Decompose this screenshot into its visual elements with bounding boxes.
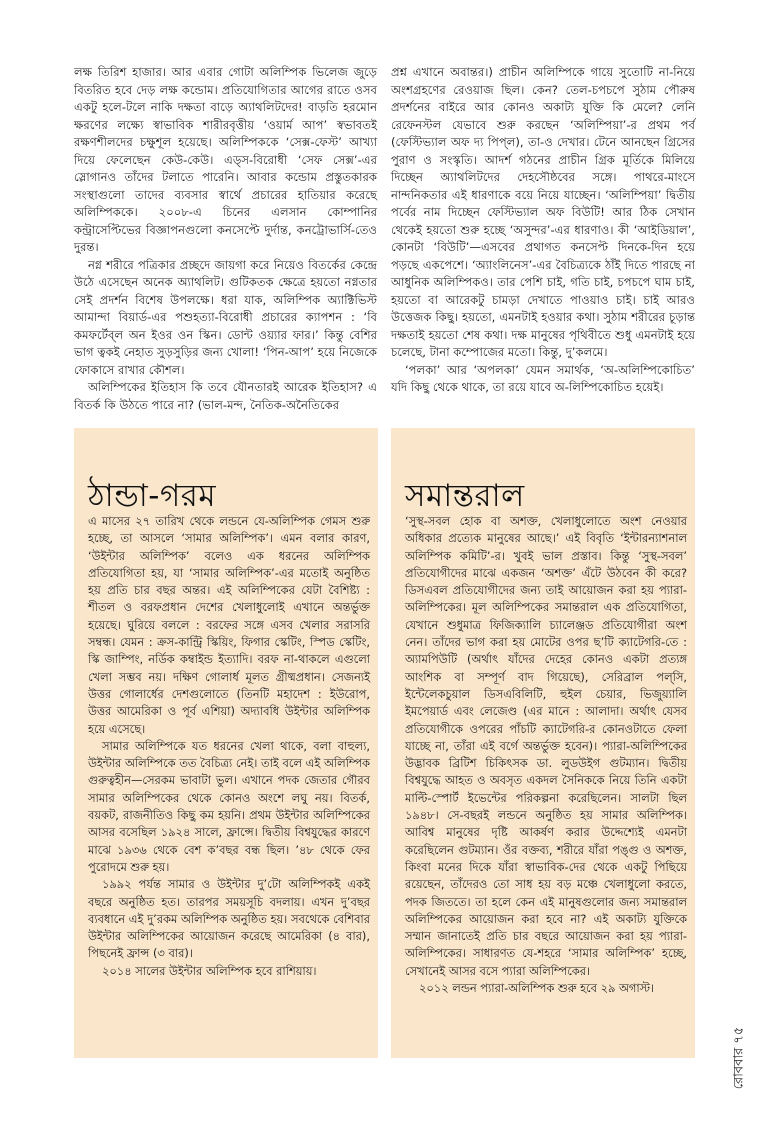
box-title: ঠান্ডা-গরম [88, 478, 217, 514]
paragraph: সামার অলিম্পিকে যত ধরনের খেলা থাকে, বলা বাহুল্য, উইন্টার অলিম্পিকে তত বৈচিত্র্য নেই। তাই বলে এই অলিম্পিক গুরুত্বহীন—সেরকম ভাবাটা ভুল। এখানে পদক জেতার গৌরব সামার অলিম্পিকের থেকে কোনও অংশে লঘু নয়। বিতর্ক, বয়কট, রাজনীতিও কিছু কম হয়নি। প্রথম উইন্টার অলিম্পিকের আসর বসেছিল ১৯২৪ সালে, ফ্রান্সে। দ্বিতীয় বিশ্বযুদ্ধের কারণে মাঝে ১৯৩৬ থেকে বেশ ক’বছর বন্ধ ছিল। ’৪৮ থেকে ফের পুরোদমে শুরু হয়। [88, 738, 370, 874]
paragraph: ‘পলকা’ আর ‘অপলকা’ যেমন সমার্থক, ‘অ-অলিম্পিকোচিত’ যদি কিছু থেকে থাকে, তা রয়ে যাবে অ-লিম্পিকোচিত হয়েই। [391, 362, 695, 394]
paragraph: লক্ষ তিরিশ হাজার। আর এবার গোটা অলিম্পিক ভিলেজ জুড়ে বিতরিত হবে দেড় লক্ষ কন্ডোম। প্রতিযোগিতার আগের রাতে ওসব একটু হলে-টলে নাকি দক্ষতা বাড়ে অ্যাথলিটদের! বাড়তি হরমোন ক্ষরণের লক্ষ্যে স্বাভাবিক শারীরবৃত্তীয় ‘ওয়ার্ম আপ’ স্বভাবতই রক্ষণশীলদের চক্ষুশূল হয়েছে। অলিম্পিককে ‘সেক্স-ফেস্ট’ আখ্যা দিয়ে ফেলেছেন কেউ-কেউ। এড্‌স-বিরোধী ‘সেফ সেক্স’-এর স্লোগানও তাঁদের টলাতে পারেনি। আবার কন্ডোম প্রস্তুতকারক সংস্থাগুলো তাদের ব্যবসার স্বার্থে প্রচারের হাতিয়ার করেছে অলিম্পিককে। ২০০৮-এ চিনের এলসান কোম্পানির কন্ট্রাসেপ্টিভের বিজ্ঞাপনগুলো কনসেপ্টে দুর্দান্ত, কনট্রোভার্সি-তেও দুরন্ত। [74, 65, 377, 254]
box-body [88, 513, 370, 980]
paragraph: এ মাসের ২৭ তারিখ থেকে লন্ডনে যে-অলিম্পিক গেমস শুরু হচ্ছে, তা আসলে ‘সামার অলিম্পিক’। এমন বলার কারণ, ‘উইন্টার অলিম্পিক’ বলেও এক ধরনের অলিম্পিক প্রতিযোগিতা হয়, যা ‘সামার অলিম্পিক’-এর মতোই অনুষ্ঠিত হয় প্রতি চার বছর অন্তর। এই অলিম্পিকের যেটা বৈশিষ্ট্য : শীতল ও বরফপ্রধান দেশের খেলাধুলোই এখানে অন্তর্ভুক্ত হয়েছে। ঘুরিয়ে বললে : বরফের সঙ্গে এসব খেলার সরাসরি সম্বন্ধ। যেমন : ক্রস-কান্ট্রি স্কিয়িং, ফিগার স্কেটিং, স্পিড স্কেটিং, স্কি জাম্পিং, নর্ডিক কম্বাইন্ড ইত্যাদি। বরফ না-থাকলে এগুলো খেলা সম্ভব নয়। দক্ষিণ গোলার্ধ মূলত গ্রীষ্মপ্রধান। সেজন্যই উত্তর গোলার্ধের দেশগুলোতে (তিনটি মহাদেশ : ইউরোপ, উত্তর আমেরিকা ও পূর্ব এশিয়া) অদ্যাবধি উইন্টার অলিম্পিক হয়ে এসেছে। [88, 514, 370, 736]
sidebar-box-thanda-garam [74, 428, 378, 1058]
paragraph: ২০১২ লন্ডন প্যারা-অলিম্পিক শুরু হবে ২৯ অগাস্ট। [419, 981, 655, 996]
paragraph: ‘সুস্থ-সবল হোক বা অশক্ত, খেলাধুলোতে অংশ নেওয়ার অধিকার প্রত্যেক মানুষের আছে।’ এই বিবৃতি ‘ইন্টারন্যাশনাল অলিম্পিক কমিটি’-র। খুবই ভাল প্রস্তাব। কিন্তু ‘সুস্থ-সবল’ প্রতিযোগীদের মাঝে একজন ‘অশক্ত’ এঁটে উঠবেন কী করে? ডিসএবল প্রতিযোগীদের জন্য তাই আয়োজন করা হয় প্যারা-অলিম্পিকের। মূল অলিম্পিকের সমান্তরাল এক প্রতিযোগিতা, যেখানে শুধুমাত্র ফিজিক্যালি চ্যালেঞ্জড প্রতিযোগীরা অংশ নেন। তাঁদের ভাগ করা হয় মোটের ওপর ছ’টি ক্যাটেগরি-তে : অ্যামপিউটি (অর্থাৎ যাঁদের দেহের কোনও একটা প্রত্যঙ্গ আংশিক বা সম্পূর্ণ বাদ গিয়েছে), সেরিব্রাল পল্‌সি, ইন্টেলেকচুয়াল ডিসএবিলিটি, হুইল চেয়ার, ভিজুয়্যালি ইমপেয়ার্ড এবং লেজেণ্ড (এর মানে : আলাদা। অর্থাৎ যেসব প্রতিযোগীকে ওপরের পাঁচটি ক্যাটেগরি-র কোনওটাতে ফেলা যাচ্ছে না, তাঁরা এই বর্গে অন্তর্ভুক্ত হবেন)। প্যারা-অলিম্পিকের উদ্ভাবক ব্রিটিশ চিকিৎসক ডা. লুডউইগ গুটম্যান। দ্বিতীয় বিশ্বযুদ্ধে আহত ও অবসৃত একদল সৈনিককে নিয়ে তিনি একটা মাল্টি-স্পোর্ট ইভেন্টের পরিকল্পনা করেছিলেন। সালটা ছিল ১৯৪৮। সে-বছরই লন্ডনে অনুষ্ঠিত হয় সামার অলিম্পিক। আবিশ্ব মানুষের দৃষ্টি আকর্ষণ করার উদ্দেশ্যেই এমনটা করেছিলেন গুটম্যান। ওঁর বক্তব্য, শরীরে যাঁরা পঙ্গু ও অশক্ত, কিংবা মনের দিকে যাঁরা স্বাভাবিক-দের থেকে একটু পিছিয়ে রয়েছেন, তাঁদেরও তো সাধ হয় বড় মঞ্চে খেলাধুলো করতে, পদক জিততে। তা হলে কেন এই মানুষগুলোর জন্য সমান্তরাল অলিম্পিকের আয়োজন করা হবে না? এই অকাট্য যুক্তিকে সম্মান জানাতেই প্রতি চার বছরে আয়োজন করা হয় প্যারা-অলিম্পিকের। সাধারণত যে-শহরে ‘সামার অলিম্পিক’ হচ্ছে, সেখানেই আসর বসে প্যারা অলিম্পিকের। [405, 514, 687, 978]
sidebar-box-samantaral [391, 428, 695, 1058]
article-column-left [74, 64, 377, 414]
folio-text: রোববার ৭৫ [731, 1026, 747, 1089]
page-folio [729, 1010, 751, 1105]
box-body [405, 513, 687, 997]
paragraph: অলিম্পিকের ইতিহাস কি তবে যৌনতারই আরেক ইতিহাস? এ বিতর্ক কি উঠতে পারে না? (ভাল-মন্দ, নৈতিক-অনৈতিকের [74, 380, 377, 412]
paragraph: প্রশ্ন এখানে অবান্তর।) প্রাচীন অলিম্পিকে গায়ে সুতোটি না-নিয়ে অংশগ্রহণের রেওয়াজ ছিল। কেন? তেল-চপচপে সুঠাম পৌরুষ প্রদর্শনের বাইরে আর কোনও অকাট্য যুক্তি কি মেলে? লেনি রেফেনস্টল যেভাবে শুরু করছেন ‘অলিম্পিয়া’-র প্রথম পর্ব (ফেস্টিভ্যাল অফ দ্য পিপ্‌ল), তা-ও দেখার। টেনে আনছেন গ্রিসের পুরাণ ও সংস্কৃতি। আদর্শ গঠনের প্রাচীন গ্রিক মূর্তিকে মিলিয়ে দিচ্ছেন অ্যাথলিটদের দেহসৌষ্ঠবের সঙ্গে। পাথরে-মাংসে নান্দনিকতার এই ধারণাকে বয়ে নিয়ে যাচ্ছেন। ‘অলিম্পিয়া’ দ্বিতীয় পর্বের নাম দিচ্ছেন ফেস্টিভ্যাল অফ বিউটি! আর ঠিক সেখান থেকেই হয়তো শুরু হচ্ছে ‘অসুন্দর’-এর ধারণাও। কী ‘আইডিয়াল’, কোনটা ‘বিউটি’—এসবের প্রথাগত কনসেপ্ট দিনকে-দিন হয়ে পড়ছে একপেশে। ‘অ্যাংলিনেস’-এর বৈচিত্র্যকে ঠাঁই দিতে পারছে না আধুনিক অলিম্পিকও। তার পেশি চাই, গতি চাই, চপচপে ঘাম চাই, হয়তো বা আরেকটু চামড়া দেখাতে পাওয়াও চাই। চাই আরও উত্তেজক কিছু। হয়তো, এমনটাই হওয়ার কথা। সুঠাম শরীরের চূড়ান্ত দক্ষতাই হয়তো শেষ কথা। দক্ষ মানুষের পৃথিবীতে শুধু এমনটাই হয়ে চলেছে, টানা কম্পোজের মতো। কিন্তু, দু’কলমে। [391, 65, 695, 359]
paragraph: ২০১৪ সালের উইন্টার অলিম্পিক হবে রাশিয়ায়। [102, 963, 317, 978]
article-column-right [391, 64, 695, 397]
paragraph: ১৯৯২ পর্যন্ত সামার ও উইন্টার দু’টো অলিম্পিকই একই বছরে অনুষ্ঠিত হত। তারপর সময়সূচি বদলায়। এখন দু’বছর ব্যবধানে এই দু’রকম অলিম্পিক অনুষ্ঠিত হয়। সবথেকে বেশিবার উইন্টার অলিম্পিকের আয়োজন করেছে আমেরিকা (৪ বার), পিছনেই ফ্রান্স (৩ বার)। [88, 877, 370, 961]
paragraph: নগ্ন শরীরে পত্রিকার প্রচ্ছদে জায়গা করে নিয়েও বিতর্কের কেন্দ্রে উঠে এসেছেন অনেক অ্যাথলিট। গুটিকতক ক্ষেত্রে হয়তো নগ্নতার সেই প্রদর্শন বিশেষ উপলক্ষে। ধরা যাক, অলিম্পিক অ্যাক্টিভিস্ট আমান্দা বিয়ার্ড-এর পশুহত্যা-বিরোধী প্রচারের ক্যাপশন : ‘বি কমফর্টেব্‌ল অন ইওর ওন স্কিন। ডোন্ট ওয়্যার ফার।’ কিন্তু বেশির ভাগ ত্বকই নেহাত সুড়সুড়ির জন্য খোলা! ‘পিন-আপ’ হয়ে নিজেকে ফোকাসে রাখার কৌশল। [74, 257, 377, 377]
box-title: সমান্তরাল [405, 478, 525, 514]
